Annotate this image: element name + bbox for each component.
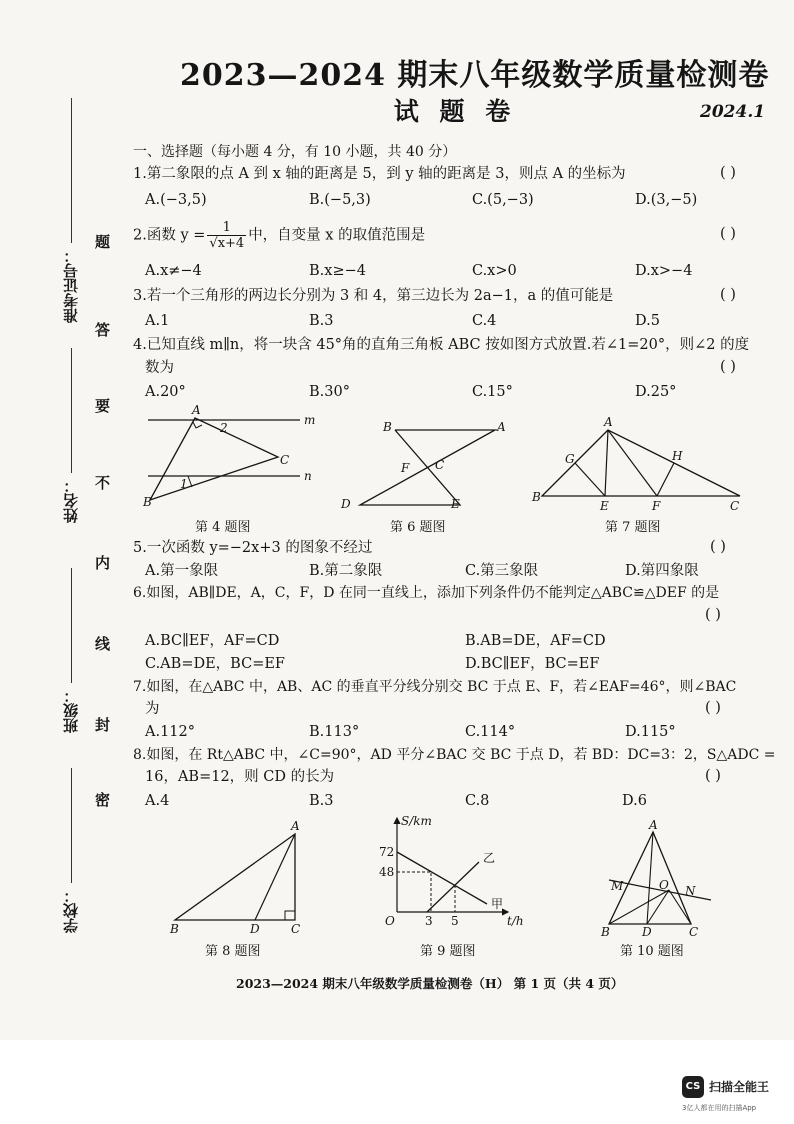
fig7-label-a: A — [604, 415, 613, 429]
fig7-label-f: F — [652, 499, 661, 513]
q3-option-c: C.4 — [472, 313, 497, 329]
figure-q4 — [140, 402, 320, 517]
triangle-abc — [175, 834, 295, 920]
q5-option-b: B.第二象限 — [309, 563, 383, 579]
fig9-label-3: 3 — [425, 914, 433, 928]
camscanner-logo-icon: CS — [682, 1076, 704, 1098]
q4-option-d: D.25° — [635, 384, 677, 400]
fig6-label-f: F — [401, 461, 410, 475]
name-line — [71, 348, 72, 473]
q2-fraction-num: 1 — [207, 220, 246, 236]
figure-q9 — [375, 812, 525, 937]
class-label: 班级： — [62, 688, 80, 733]
bottom-margin — [0, 1040, 794, 1124]
q7-stem-line2: 为 — [145, 701, 160, 717]
fig6-label-b: B — [383, 420, 392, 434]
q5-option-d: D.第四象限 — [625, 563, 699, 579]
q6-option-c: C.AB=DE，BC=EF — [145, 656, 285, 672]
line-jia — [397, 852, 487, 904]
answer-paren: ( ) — [720, 226, 736, 242]
fig8-label-a: A — [291, 819, 300, 833]
caption-fig8: 第 8 题图 — [205, 944, 261, 959]
right-angle-mark — [285, 911, 295, 920]
name-label: 姓名： — [62, 478, 80, 523]
angle-1-mark — [188, 476, 192, 487]
fig6-label-d: D — [341, 497, 351, 511]
q3-stem: 3.若一个三角形的两边长分别为 3 和 4，第三边长为 2a−1，a 的值可能是 — [133, 288, 614, 304]
fig8-label-c: C — [291, 922, 301, 936]
fig9-label-s: S/km — [401, 814, 432, 828]
q1-option-a: A.(−3,5) — [145, 192, 207, 208]
fig4-label-m: m — [304, 413, 316, 427]
q2-fraction-den: √x+4 — [209, 236, 245, 251]
seal-word: 线 — [93, 636, 111, 651]
fig10-label-c: C — [689, 925, 699, 939]
school-line — [71, 768, 72, 883]
q1-option-c: C.(5,−3) — [472, 192, 534, 208]
q1-option-b: B.(−5,3) — [309, 192, 371, 208]
q2-stem-pre: 2.函数 y = — [133, 227, 206, 244]
fig4-label-b: B — [143, 495, 152, 509]
q7-option-c: C.114° — [465, 724, 516, 740]
caption-fig7: 第 7 题图 — [605, 520, 661, 535]
q4-option-c: C.15° — [472, 384, 513, 400]
watermark-tagline: 3亿人都在用的扫描App — [682, 1104, 757, 1112]
fig10-label-o: O — [659, 878, 669, 892]
seal-word: 要 — [93, 398, 111, 413]
answer-paren: ( ) — [705, 700, 721, 716]
answer-paren: ( ) — [720, 165, 736, 181]
triangle-abc — [150, 418, 278, 500]
fig4-label-a: A — [192, 403, 201, 417]
seal-word: 题 — [93, 234, 111, 249]
right-angle-mark — [193, 422, 202, 428]
q8-option-a: A.4 — [145, 793, 170, 809]
segment-ad — [647, 832, 653, 924]
q1-stem: 1.第二象限的点 A 到 x 轴的距离是 5，到 y 轴的距离是 3，则点 A 的坐标为 — [133, 166, 626, 182]
segment-bo — [609, 890, 669, 924]
q2-option-c: C.x>0 — [472, 263, 517, 279]
fig9-label-48: 48 — [379, 865, 395, 879]
line-yi — [427, 862, 479, 912]
seal-word: 答 — [93, 322, 111, 337]
q8-option-d: D.6 — [622, 793, 647, 809]
answer-paren: ( ) — [720, 287, 736, 303]
seal-word: 密 — [93, 792, 111, 807]
fig8-label-d: D — [250, 922, 260, 936]
fig4-label-n: n — [304, 469, 312, 483]
caption-fig10: 第 10 题图 — [620, 944, 684, 959]
fig7-label-h: H — [672, 449, 683, 463]
caption-fig9: 第 9 题图 — [420, 944, 476, 959]
caption-fig6: 第 6 题图 — [390, 520, 446, 535]
seal-word: 内 — [93, 555, 111, 570]
fig10-label-d: D — [642, 925, 652, 939]
exam-subtitle: 试 题 卷 — [393, 97, 517, 126]
fig4-label-c: C — [280, 453, 290, 467]
q2-stem — [133, 220, 425, 251]
fig9-label-yi: 乙 — [483, 851, 496, 865]
q3-option-b: B.3 — [309, 313, 334, 329]
watermark-app-name: 扫描全能王 — [709, 1080, 770, 1094]
figure-q10 — [595, 818, 720, 939]
dashed-guide-48 — [397, 872, 431, 912]
q2-option-d: D.x>−4 — [635, 263, 693, 279]
fig9-label-5: 5 — [451, 914, 459, 928]
q2-option-a: A.x≠−4 — [145, 263, 202, 279]
seal-word: 封 — [93, 717, 111, 732]
q8-stem-line2: 16，AB=12，则 CD 的长为 — [145, 769, 335, 785]
q4-stem-line2: 数为 — [145, 360, 174, 376]
segment-hf — [657, 463, 674, 496]
q8-option-c: C.8 — [465, 793, 490, 809]
q7-stem-line1: 7.如图，在△ABC 中，AB、AC 的垂直平分线分别交 BC 于点 E、F，若∠EAF=46°，则∠BAC — [133, 679, 737, 695]
q6-option-b: B.AB=DE，AF=CD — [465, 633, 606, 649]
exam-title: 2023—2024 期末八年级数学质量检测卷 — [180, 58, 770, 93]
q7-option-a: A.112° — [145, 724, 196, 740]
q6-stem: 6.如图，AB∥DE，A，C，F，D 在同一直线上，添加下列条件仍不能判定△ABC≌△DEF 的是 — [133, 585, 720, 601]
fig4-label-1: 1 — [180, 477, 188, 491]
fig8-label-b: B — [170, 922, 179, 936]
segment-ge — [575, 463, 605, 496]
fig7-label-b: B — [532, 490, 541, 504]
fig7-label-e: E — [600, 499, 609, 513]
q7-option-d: D.115° — [625, 724, 676, 740]
exam-id-label: 准考证号： — [62, 248, 80, 323]
fig9-label-jia: 甲 — [491, 897, 504, 911]
seal-word: 不 — [93, 475, 111, 490]
fig6-label-c: C — [435, 458, 445, 472]
q8-stem-line1: 8.如图，在 Rt△ABC 中，∠C=90°，AD 平分∠BAC 交 BC 于点 D，若 BD：DC=3：2，S△ADC = — [133, 747, 776, 763]
figure-q8 — [165, 820, 310, 935]
segment-af — [608, 430, 657, 496]
q5-option-a: A.第一象限 — [145, 563, 219, 579]
fig10-label-a: A — [649, 818, 658, 832]
class-line — [71, 568, 72, 683]
segment-ad — [255, 834, 295, 920]
exam-date: 2024.1 — [700, 102, 766, 122]
exam-id-line — [71, 98, 72, 243]
q3-option-a: A.1 — [145, 313, 170, 329]
answer-paren: ( ) — [710, 539, 726, 555]
q4-stem-line1: 4.已知直线 m∥n，将一块含 45°角的直角三角板 ABC 按如图方式放置.若∠1=20°，则∠2 的度 — [133, 337, 750, 353]
q2-fraction — [207, 220, 246, 251]
school-label: 学校： — [62, 888, 80, 933]
answer-paren: ( ) — [720, 359, 736, 375]
q4-option-b: B.30° — [309, 384, 350, 400]
figure-q6 — [335, 415, 515, 515]
fig9-label-o: O — [385, 914, 395, 928]
q2-stem-post: 中，自变量 x 的取值范围是 — [248, 227, 426, 244]
fig6-path — [360, 430, 495, 505]
q5-stem: 5.一次函数 y=−2x+3 的图象不经过 — [133, 540, 373, 556]
fig10-label-b: B — [601, 925, 610, 939]
fig9-label-72: 72 — [379, 845, 395, 859]
q1-option-d: D.(3,−5) — [635, 192, 698, 208]
figure-q7 — [530, 415, 750, 518]
q4-option-a: A.20° — [145, 384, 186, 400]
section-heading: 一、选择题（每小题 4 分，有 10 小题，共 40 分） — [133, 144, 457, 160]
q3-option-d: D.5 — [635, 313, 660, 329]
fig4-label-2: 2 — [220, 421, 228, 435]
caption-fig4: 第 4 题图 — [195, 520, 251, 535]
q6-option-d: D.BC∥EF，BC=EF — [465, 656, 600, 672]
fig9-label-t: t/h — [507, 914, 524, 928]
segment-od — [647, 890, 669, 924]
fig6-label-e: E — [451, 497, 460, 511]
segment-ae — [605, 430, 608, 496]
fig10-label-m: M — [611, 879, 624, 893]
q2-option-b: B.x≥−4 — [309, 263, 366, 279]
fig6-label-a: A — [497, 420, 506, 434]
q6-option-a: A.BC∥EF，AF=CD — [145, 633, 280, 649]
q8-option-b: B.3 — [309, 793, 334, 809]
fig7-label-c: C — [730, 499, 740, 513]
answer-paren: ( ) — [705, 607, 721, 623]
fig7-label-g: G — [565, 452, 575, 466]
page-footer: 2023—2024 期末八年级数学质量检测卷（H） 第 1 页（共 4 页） — [236, 976, 624, 991]
fig10-label-n: N — [685, 884, 696, 898]
answer-paren: ( ) — [705, 768, 721, 784]
q5-option-c: C.第三象限 — [465, 563, 539, 579]
q7-option-b: B.113° — [309, 724, 360, 740]
